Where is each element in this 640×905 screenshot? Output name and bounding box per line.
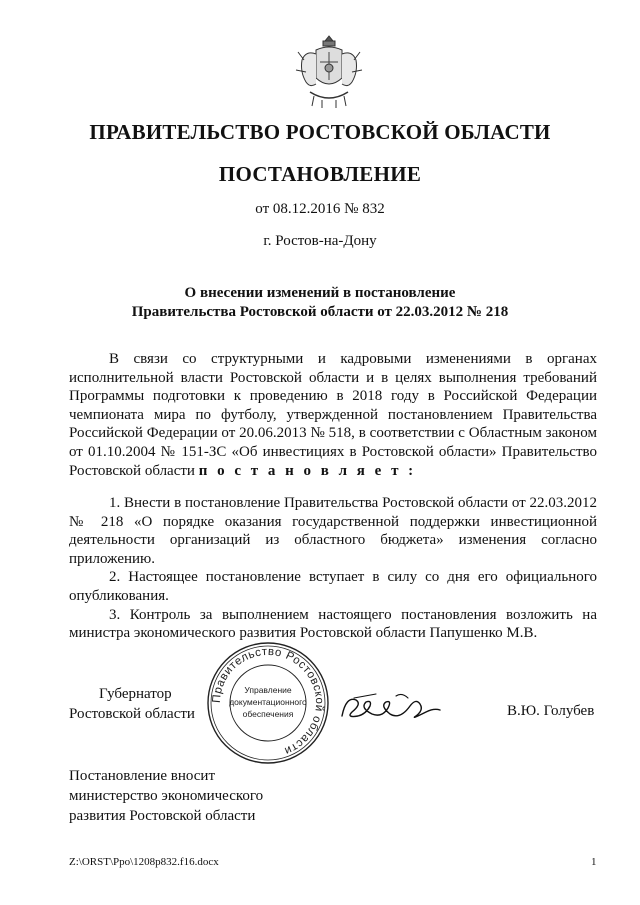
stamp-inner-line-2: документационного	[229, 697, 307, 707]
submitted-by-note	[69, 766, 263, 826]
organization-title: ПРАВИТЕЛЬСТВО РОСТОВСКОЙ ОБЛАСТИ	[89, 120, 551, 144]
decree-item-3: 3. Контроль за выполнением настоящего постановления возложить на министра экономического развития Ростовской области Папушенко М.В.	[69, 606, 597, 642]
stamp-inner-line-1: Управление	[244, 685, 292, 695]
document-city: г. Ростов-на-Дону	[263, 233, 377, 249]
signatory-name: В.Ю. Голубев	[507, 703, 595, 719]
document-subject	[0, 284, 640, 322]
subject-line-1: О внесении изменений в постановление	[184, 285, 456, 301]
stamp-ring-text: Правительство Ростовской области	[210, 645, 326, 757]
page-number: 1	[591, 856, 597, 868]
decree-items	[69, 494, 597, 643]
document-type: ПОСТАНОВЛЕНИЕ	[218, 162, 422, 186]
submitted-by-line-2: министерство экономического	[69, 788, 264, 804]
coat-of-arms-emblem	[292, 32, 366, 112]
official-seal-stamp	[205, 640, 331, 766]
document-date-number: от 08.12.2016 № 832	[255, 201, 385, 217]
handwritten-signature	[336, 688, 446, 726]
submitted-by-line-3: развития Ростовской области	[69, 808, 256, 824]
decree-item-1: 1. Внести в постановление Правительства Ростовской области от 22.03.2012 № 218 «О порядке оказания государственной поддержки инвестиционной деятельности организаций из областного бюджета» изменения согласно приложению.	[69, 495, 597, 567]
stamp-inner-line-3: обеспечения	[242, 709, 294, 719]
signatory-title-line-1: Губернатор	[99, 686, 172, 702]
intro-paragraph	[69, 350, 597, 480]
decree-item-2: 2. Настоящее постановление вступает в силу со дня его официального опубликования.	[69, 569, 597, 604]
submitted-by-line-1: Постановление вносит	[69, 768, 216, 784]
signatory-title-line-2: Ростовской области	[69, 706, 195, 722]
decree-word: п о с т а н о в л я е т :	[198, 462, 417, 479]
signatory-title	[69, 684, 195, 724]
intro-text: В связи со структурными и кадровыми изменениями в органах исполнительной власти Ростовской области и в целях выполнения требований Программы подготовки к проведению в 2018 году в Российской Федерации чемпионата мира по футболу, утвержденной постановлением Правительства Российской Федерации от 20.06.2013 № 518, в соответствии с Областным законом от 01.10.2004 № 151-ЗС «Об инвестициях в Ростовской области» Правительство Ростовской области	[69, 351, 597, 479]
file-path: Z:\ORST\Ppo\1208p832.f16.docx	[69, 856, 219, 868]
subject-line-2: Правительства Ростовской области от 22.03.2012 № 218	[131, 304, 509, 320]
